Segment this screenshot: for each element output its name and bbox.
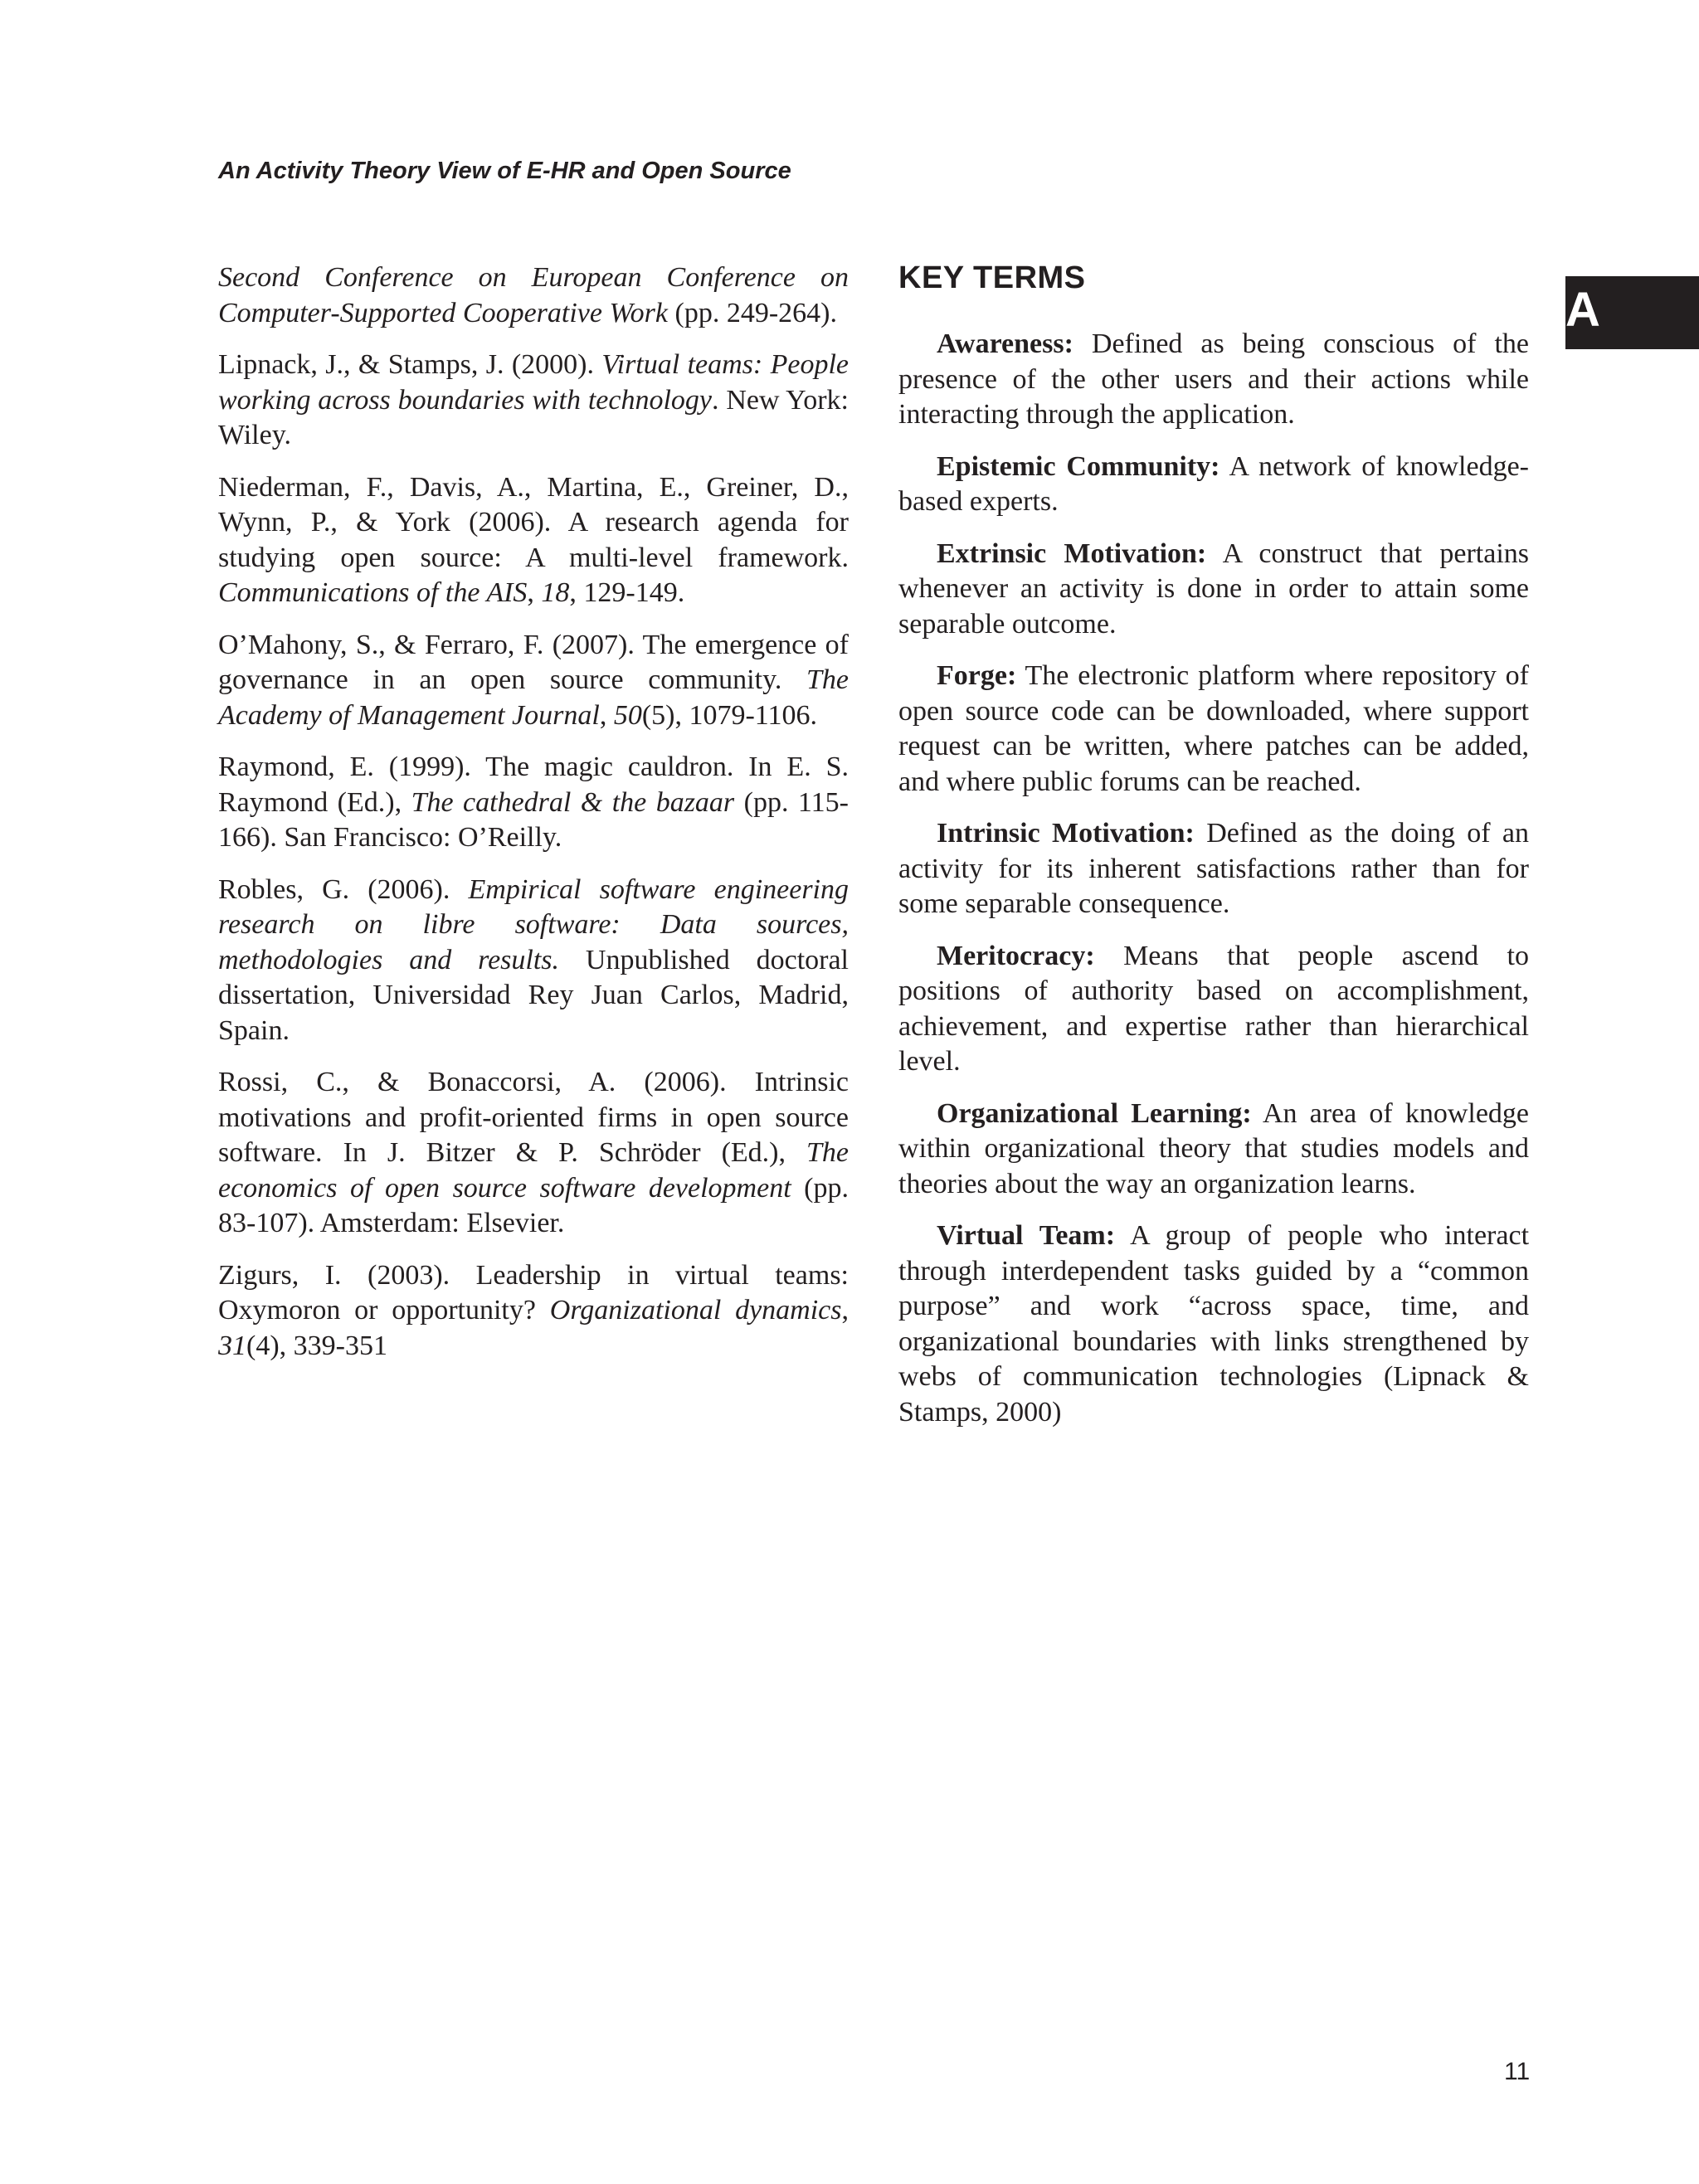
reference-title-text: Virtual teams: People working across boundaries with technology bbox=[218, 349, 849, 416]
reference-title-text: The economics of open source software development bbox=[218, 1137, 849, 1204]
reference-entry bbox=[218, 260, 849, 331]
key-term-entry bbox=[898, 816, 1529, 922]
key-term-name: Awareness: bbox=[937, 328, 1073, 359]
page-number: 11 bbox=[1504, 2058, 1531, 2085]
key-term-definition: The electronic platform where repository of open source code can be downloaded, where support request can be written, where patches can be added, and where public forums can be reached. bbox=[898, 660, 1529, 797]
key-term-definition: A network of knowledge-based experts. bbox=[898, 450, 1529, 517]
reference-text: Raymond, E. (1999). The magic cauldron. In E. S. Raymond (Ed.), bbox=[218, 752, 849, 818]
reference-text: Rossi, C., & Bonaccorsi, A. (2006). Intrinsic motivations and profit-oriented firms in open source software. In J. Bitzer & P. Schröder (Ed.), bbox=[218, 1067, 849, 1168]
reference-text: Unpublished doctoral dissertation, Universidad Rey Juan Carlos, Madrid, Spain. bbox=[218, 944, 849, 1046]
key-term-entry bbox=[898, 939, 1529, 1080]
key-term-name: Extrinsic Motivation: bbox=[937, 537, 1207, 569]
reference-text: (pp. 249-264). bbox=[668, 297, 837, 328]
key-terms-column bbox=[898, 257, 1529, 1447]
reference-entry bbox=[218, 873, 849, 1049]
references-column bbox=[218, 260, 849, 1380]
reference-entry bbox=[218, 1258, 849, 1364]
key-term-entry bbox=[898, 450, 1529, 520]
reference-entry bbox=[218, 628, 849, 734]
key-term-name: Organizational Learning: bbox=[937, 1097, 1252, 1129]
reference-title-text: 50 bbox=[613, 699, 642, 731]
reference-entry bbox=[218, 1065, 849, 1242]
reference-entry bbox=[218, 750, 849, 856]
reference-text: Niederman, F., Davis, A., Martina, E., Greiner, D., Wynn, P., & York (2006). A research agenda for studying open source: A multi-level framework. bbox=[218, 471, 849, 573]
reference-text: O’Mahony, S., & Ferraro, F. (2007). The emergence of governance in an open source community. bbox=[218, 629, 849, 695]
reference-title-text: The cathedral & the bazaar bbox=[411, 786, 735, 818]
key-term-definition: Defined as the doing of an activity for its inherent satisfactions rather than for some separable consequence. bbox=[898, 818, 1529, 919]
key-term-entry bbox=[898, 1097, 1529, 1203]
section-tab-letter: A bbox=[1565, 283, 1600, 337]
key-term-definition: A group of people who interact through interdependent tasks guided by a “common purpose” and work “across space, time, and organizational boundaries with links strengthened by webs of communication technologies (Lipnack & Stamps, 2000) bbox=[898, 1220, 1530, 1428]
reference-entry bbox=[218, 470, 849, 611]
reference-title-text: Organizational dynamics bbox=[549, 1295, 842, 1325]
key-term-definition: Means that people ascend to positions of authority based on accomplishment, achievement, and expertise rather than hierarchical level. bbox=[898, 940, 1529, 1077]
reference-entry bbox=[218, 348, 849, 454]
key-term-name: Virtual Team: bbox=[937, 1220, 1116, 1251]
key-term-name: Epistemic Community: bbox=[937, 450, 1220, 482]
key-term-entry bbox=[898, 1218, 1529, 1430]
key-term-name: Meritocracy: bbox=[937, 940, 1095, 971]
reference-text: (pp. 115-166). San Francisco: O’Reilly. bbox=[218, 786, 849, 853]
reference-title-text: Second Conference on European Conference on Computer-Supported Cooperative Work bbox=[218, 262, 849, 328]
reference-text: (4), 339-351 bbox=[246, 1330, 387, 1361]
reference-text: (5), 1079-1106. bbox=[641, 699, 818, 731]
running-head: An Activity Theory View of E-HR and Open Source bbox=[218, 158, 791, 184]
reference-text: , bbox=[841, 1295, 850, 1325]
reference-text: , bbox=[527, 577, 542, 608]
key-term-entry bbox=[898, 659, 1529, 800]
reference-text: . New York: Wiley. bbox=[218, 384, 849, 450]
section-tab bbox=[1565, 276, 1699, 349]
reference-title-text: Communications of the AIS bbox=[218, 577, 528, 608]
reference-title-text: 18 bbox=[541, 577, 570, 608]
reference-title-text: 31 bbox=[218, 1330, 246, 1361]
reference-text: Robles, G. (2006). bbox=[218, 873, 469, 905]
key-term-name: Intrinsic Motivation: bbox=[937, 818, 1195, 849]
reference-title-text: Empirical software engineering research on libre software: Data sources, methodologies and results. bbox=[218, 873, 849, 975]
reference-title-text: The Academy of Management Journal bbox=[218, 664, 849, 731]
key-term-entry bbox=[898, 537, 1529, 643]
key-term-definition: Defined as being conscious of the presence of the other users and their actions while interacting through the application. bbox=[898, 328, 1529, 430]
key-term-name: Forge: bbox=[937, 660, 1017, 691]
key-terms-list bbox=[898, 327, 1529, 1430]
key-terms-heading: KEY TERMS bbox=[898, 260, 1086, 295]
reference-text: , 129-149. bbox=[569, 577, 685, 608]
reference-text: Zigurs, I. (2003). Leadership in virtual teams: Oxymoron or opportunity? bbox=[218, 1259, 849, 1325]
reference-text: , bbox=[599, 699, 614, 731]
key-term-entry bbox=[898, 327, 1529, 433]
reference-text: Lipnack, J., & Stamps, J. (2000). bbox=[218, 349, 602, 380]
key-term-definition: A construct that pertains whenever an activity is done in order to attain some separable outcome. bbox=[898, 537, 1530, 640]
reference-text: (pp. 83-107). Amsterdam: Elsevier. bbox=[218, 1172, 849, 1238]
key-term-definition: An area of knowledge within organizational theory that studies models and theories about the way an organization learns. bbox=[898, 1097, 1529, 1199]
